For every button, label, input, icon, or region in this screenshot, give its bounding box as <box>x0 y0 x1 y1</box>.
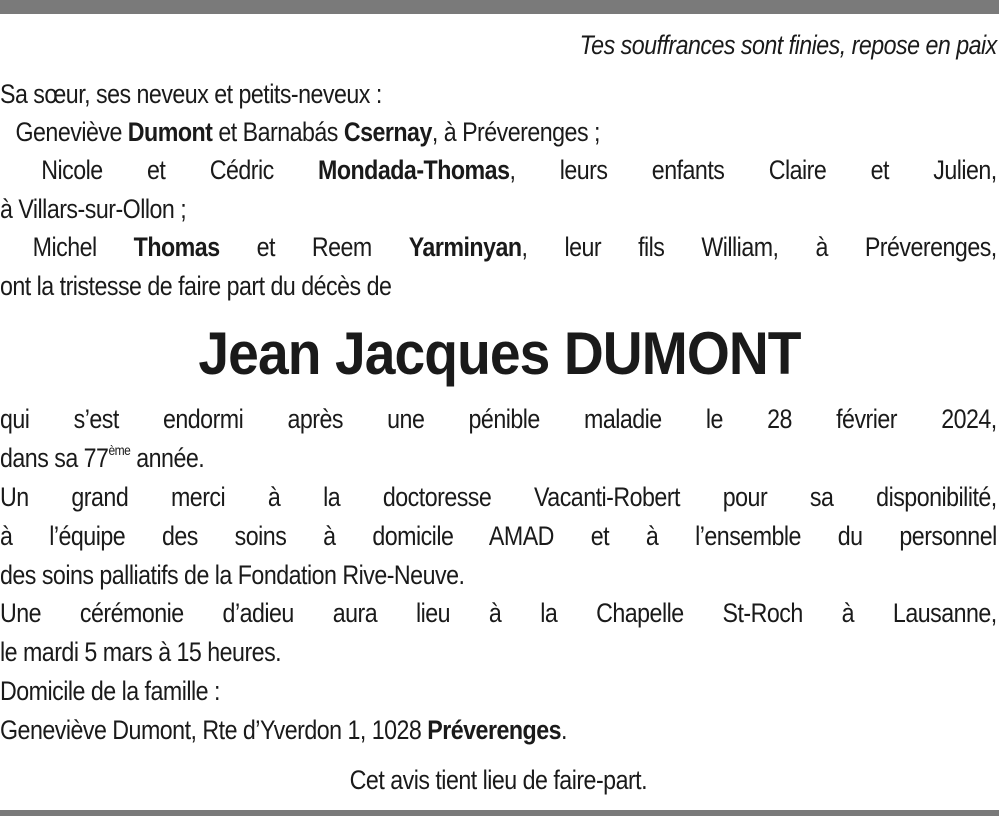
thanks-line-2: à l’équipe des soins à domicile AMAD et à l’ensemble du personnel <box>0 521 997 551</box>
domicile-label: Domicile de la famille : <box>0 676 220 706</box>
bottom-border <box>0 810 999 816</box>
intro-line: Sa sœur, ses neveux et petits-neveux : <box>0 79 382 109</box>
closing-note: Cet avis tient lieu de faire-part. <box>349 765 648 795</box>
ceremony-line-2: le mardi 5 mars à 15 heures. <box>0 637 282 667</box>
family-line-1: Geneviève Dumont et Barnabás Csernay, à Préverenges ; <box>15 117 600 147</box>
family-line-2: Nicole et Cédric Mondada-Thomas, leurs enfants Claire et Julien, <box>41 155 997 185</box>
announcement-line: ont la tristesse de faire part du décès de <box>0 271 392 301</box>
top-border <box>0 0 999 14</box>
death-line-2: dans sa 77ème année. <box>0 442 205 473</box>
family-line-3: Michel Thomas et Reem Yarminyan, leur fils William, à Préverenges, <box>32 232 997 262</box>
death-line-1: qui s’est endormi après une pénible maladie le 28 février 2024, <box>0 404 997 434</box>
domicile-address: Geneviève Dumont, Rte d’Yverdon 1, 1028 Préverenges. <box>0 715 567 745</box>
thanks-line-1: Un grand merci à la doctoresse Vacanti-Robert pour sa disponibilité, <box>0 482 997 512</box>
family-line-2-cont: à Villars-sur-Ollon ; <box>0 194 187 224</box>
thanks-line-3: des soins palliatifs de la Fondation Rive-Neuve. <box>0 560 465 590</box>
epigraph: Tes souffrances sont finies, repose en paix <box>579 30 997 60</box>
ceremony-line-1: Une cérémonie d’adieu aura lieu à la Chapelle St-Roch à Lausanne, <box>0 598 997 628</box>
deceased-name: Jean Jacques DUMONT <box>198 320 801 387</box>
